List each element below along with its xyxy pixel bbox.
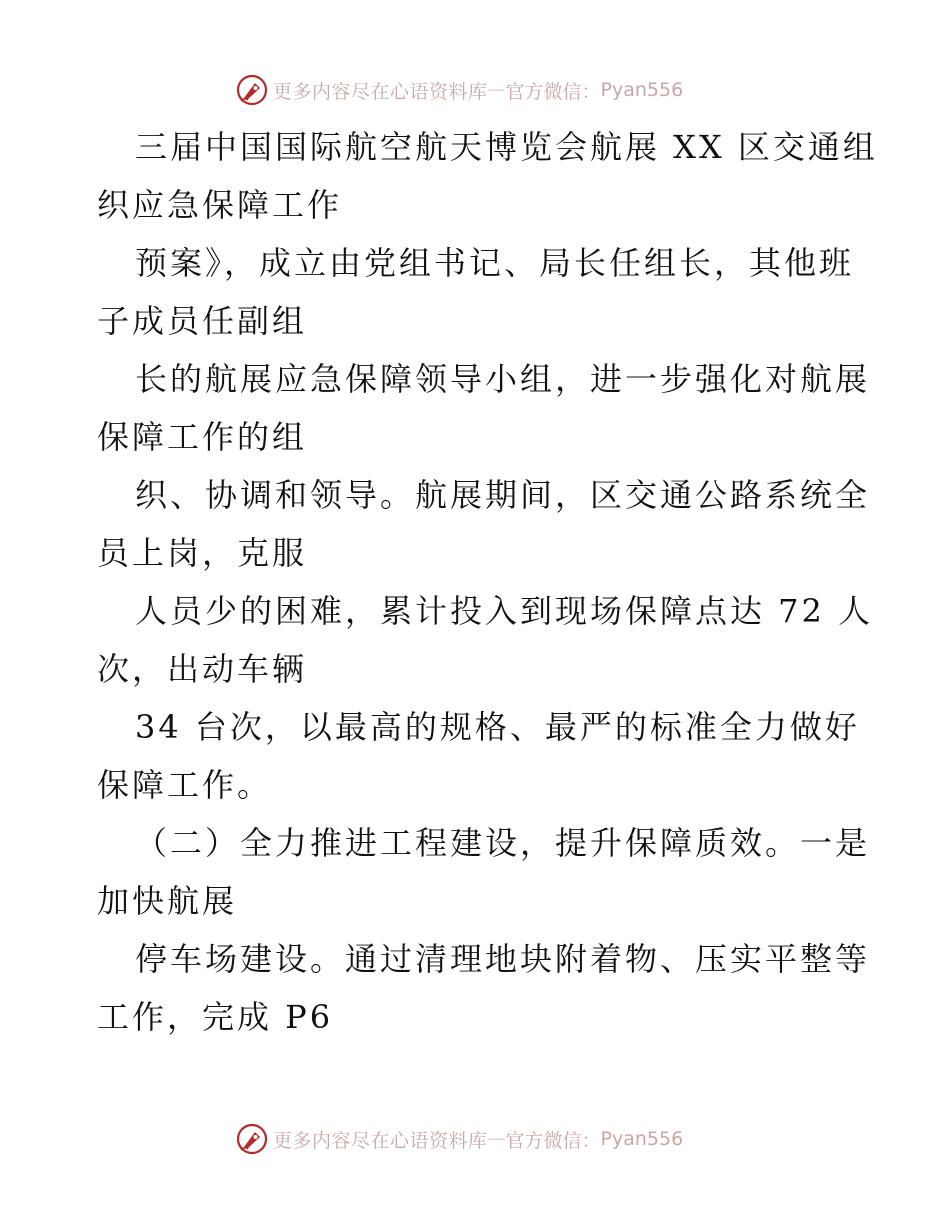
text-line: 停车场建设。通过清理地块附着物、压实平整等 bbox=[135, 940, 871, 978]
footer-watermark bbox=[235, 1122, 683, 1156]
text-line: 三届中国国际航空航天博览会航展 XX 区交通组 bbox=[135, 128, 878, 166]
text-line: 保障工作的组 bbox=[97, 418, 308, 456]
document-body bbox=[97, 118, 878, 1046]
text-line: 织应急保障工作 bbox=[97, 186, 343, 224]
text-line: 预案》，成立由党组书记、局长任组长，其他班 bbox=[135, 244, 855, 282]
header-watermark bbox=[235, 73, 683, 107]
watermark-text: 更多内容尽在心语资料库 bbox=[273, 80, 488, 103]
text-line: 员上岗，克服 bbox=[97, 534, 308, 572]
watermark-dash: — bbox=[488, 81, 505, 98]
text-line: 工作，完成 P6 bbox=[97, 998, 334, 1036]
text-line: 长的航展应急保障领导小组，进一步强化对航展 bbox=[135, 360, 871, 398]
text-line: 加快航展 bbox=[97, 882, 238, 920]
text-line: （二）全力推进工程建设，提升保障质效。一是 bbox=[135, 824, 871, 862]
watermark-label: 官方微信： bbox=[505, 80, 601, 103]
pen-nib-logo-icon bbox=[235, 1122, 269, 1156]
text-line: 34 台次，以最高的规格、最严的标准全力做好 bbox=[135, 708, 860, 746]
watermark-wechat-id: Pyan556 bbox=[600, 1128, 684, 1150]
watermark-text: 更多内容尽在心语资料库 bbox=[273, 1129, 488, 1152]
text-line: 子成员任副组 bbox=[97, 302, 308, 340]
pen-nib-logo-icon bbox=[235, 73, 269, 107]
text-line: 织、协调和领导。航展期间，区交通公路系统全 bbox=[135, 476, 871, 514]
watermark-label: 官方微信： bbox=[505, 1129, 601, 1152]
watermark-wechat-id: Pyan556 bbox=[600, 79, 684, 101]
text-line: 人员少的困难，累计投入到现场保障点达 72 人 bbox=[135, 592, 874, 630]
text-line: 次，出动车辆 bbox=[97, 650, 308, 688]
watermark-dash: — bbox=[488, 1130, 505, 1147]
text-line: 保障工作。 bbox=[97, 766, 273, 804]
